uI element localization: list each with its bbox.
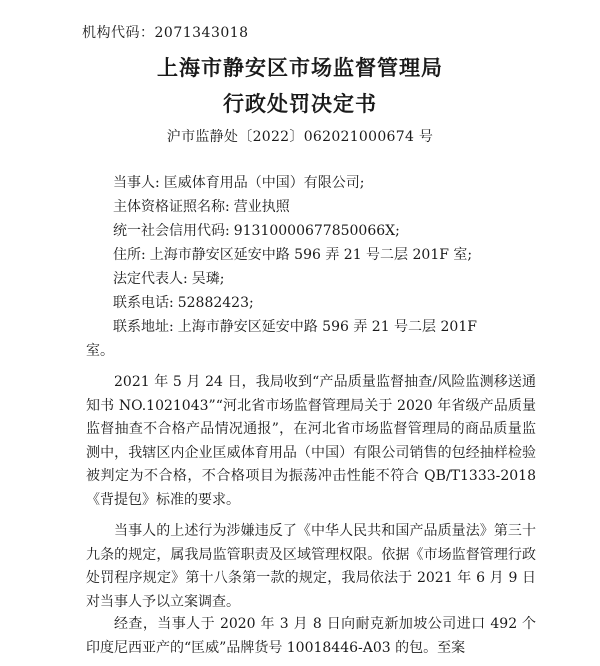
credit-code-value: 91310000677850066X;	[233, 223, 400, 239]
contact-address-continuation: 室。	[86, 343, 114, 359]
contact-address-label: 联系地址:	[113, 319, 174, 335]
legal-rep-row	[113, 268, 224, 291]
paragraph-investigation: 经查，当事人于 2020 年 3 月 8 日向耐克新加坡公司进口 492 个印度尼西亚产的“匡威”品牌货号 10018446-A03 的包。至案	[86, 616, 536, 656]
address-row	[113, 244, 472, 267]
legal-rep-label: 法定代表人:	[113, 271, 188, 287]
phone-value: 52882423;	[177, 295, 254, 311]
paragraph-case-source: 2021 年 5 月 24 日，我局收到“产品质量监督抽查/风险监测移送通知书 NO.1021043”“河北省市场监督管理局关于 2020 年省级产品质量监督抽查不合格产品情况通报”，在河北省市场监督管理局的商品质量监测中，我辖区内企业匡威体育用品（中国）有限公司销售的包经抽样检验被判定为不合格，不合格项目为振荡冲击性能不符合 QB/T1333-2018《背提包》标准的要求。	[86, 374, 536, 508]
contact-address-row	[113, 316, 477, 339]
phone-label: 联系电话:	[113, 295, 174, 311]
document-number: 沪市监静处〔2022〕062021000674 号	[166, 129, 434, 145]
document-subtitle: 行政处罚决定书	[223, 91, 377, 116]
cert-label: 主体资格证照名称:	[113, 199, 230, 215]
phone-row	[113, 292, 254, 315]
address-label: 住所:	[113, 247, 146, 263]
party-name-label: 当事人:	[113, 175, 160, 191]
cert-row	[113, 196, 290, 219]
party-name-value: 匡威体育用品（中国）有限公司;	[163, 175, 365, 191]
cert-value: 营业执照	[233, 199, 290, 215]
address-value: 上海市静安区延安中路 596 弄 21 号二层 201F 室;	[149, 247, 473, 263]
contact-address-value: 上海市静安区延安中路 596 弄 21 号二层 201F	[177, 319, 477, 335]
document-title: 上海市静安区市场监督管理局	[157, 55, 443, 80]
credit-code-label: 统一社会信用代码:	[113, 223, 230, 239]
party-name-row	[113, 172, 364, 195]
legal-rep-value: 吴璘;	[191, 271, 225, 287]
credit-code-row	[113, 220, 400, 243]
paragraph-jurisdiction: 当事人的上述行为涉嫌违反了《中华人民共和国产品质量法》第三十九条的规定，属我局监管职责及区域管理权限。依据《市场监督管理行政处罚程序规定》第十八条第一款的规定，我局依法于 2021 年 6 月 9 日对当事人予以立案调查。	[86, 523, 536, 610]
org-code: 机构代码：2071343018	[82, 25, 249, 41]
